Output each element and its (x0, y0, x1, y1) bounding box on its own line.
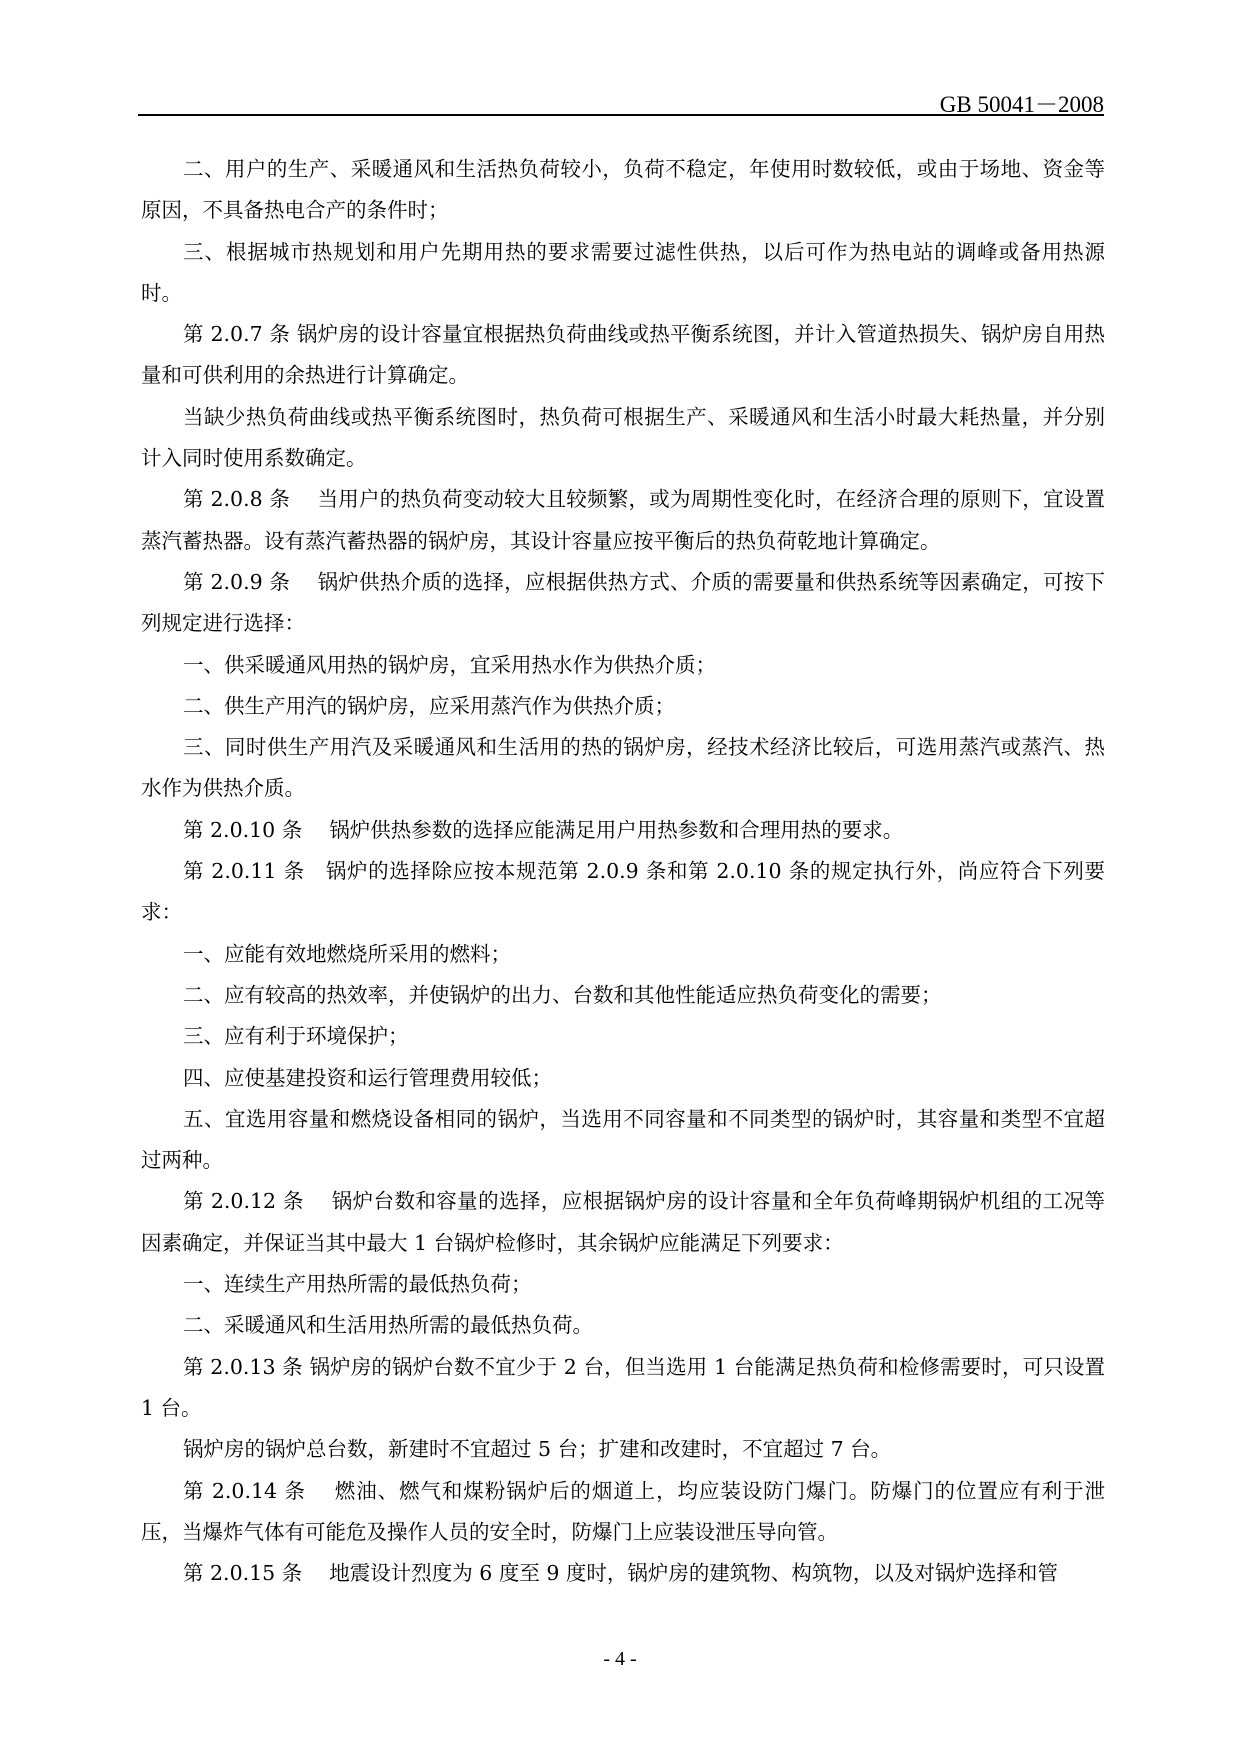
list-item: 四、应使基建投资和运行管理费用较低； (183, 1065, 552, 1090)
page-header (138, 82, 1104, 116)
list-item: 五、宜选用容量和燃烧设备相同的锅炉，当选用不同容量和不同类型的锅炉时，其容量和类型不宜超过两种。 (141, 1106, 1105, 1173)
clause-2-0-7: 第 2.0.7 条 锅炉房的设计容量宜根据热负荷曲线或热平衡系统图，并计入管道热损失、锅炉房自用热量和可供利用的余热进行计算确定。 (141, 322, 1105, 388)
clause-2-0-8: 第 2.0.8 条 当用户的热负荷变动较大且较频繁，或为周期性变化时，在经济合理的原则下，宜设置蒸汽蓄热器。设有蒸汽蓄热器的锅炉房，其设计容量应按平衡后的热负荷乾地计算确定。 (141, 487, 1105, 553)
page-number: - 4 - (603, 1648, 637, 1670)
clause-2-0-11: 第 2.0.11 条 锅炉的选择除应按本规范第 2.0.9 条和第 2.0.10 条的规定执行外，尚应符合下列要求： (141, 859, 1105, 925)
list-item: 二、采暖通风和生活用热所需的最低热负荷。 (183, 1313, 593, 1338)
clause-2-0-15: 第 2.0.15 条 地震设计烈度为 6 度至 9 度时，锅炉房的建筑物、构筑物，以及对锅炉选择和管 (183, 1561, 1058, 1586)
list-item: 一、连续生产用热所需的最低热负荷； (183, 1272, 532, 1297)
paragraph: 锅炉房的锅炉总台数，新建时不宜超过 5 台；扩建和改建时，不宜超过 7 台。 (183, 1437, 892, 1462)
list-item: 三、同时供生产用汽及采暖通风和生活用的热的锅炉房，经技术经济比较后，可选用蒸汽或蒸汽、热水作为供热介质。 (141, 735, 1105, 801)
list-item: 一、应能有效地燃烧所采用的燃料； (183, 941, 511, 966)
standard-code: GB 50041－2008 (939, 92, 1104, 117)
paragraph: 三、根据城市热规划和用户先期用热的要求需要过滤性供热，以后可作为热电站的调峰或备用热源时。 (141, 239, 1105, 305)
list-item: 三、应有利于环境保护； (183, 1024, 409, 1049)
clause-2-0-10: 第 2.0.10 条 锅炉供热参数的选择应能满足用户用热参数和合理用热的要求。 (183, 817, 904, 842)
list-item: 二、供生产用汽的锅炉房，应采用蒸汽作为供热介质； (183, 693, 675, 718)
clause-2-0-12: 第 2.0.12 条 锅炉台数和容量的选择，应根据锅炉房的设计容量和全年负荷峰期锅炉机组的工况等因素确定，并保证当其中最大 1 台锅炉检修时，其余锅炉应能满足下列要求： (141, 1189, 1105, 1255)
clause-2-0-14: 第 2.0.14 条 燃油、燃气和煤粉锅炉后的烟道上，均应装设防门爆门。防爆门的位置应有利于泄压，当爆炸气体有可能危及操作人员的安全时，防爆门上应装设泄压导向管。 (141, 1478, 1105, 1544)
paragraph: 当缺少热负荷曲线或热平衡系统图时，热负荷可根据生产、采暖通风和生活小时最大耗热量，并分别计入同时使用系数确定。 (141, 404, 1105, 471)
clause-2-0-9: 第 2.0.9 条 锅炉供热介质的选择，应根据供热方式、介质的需要量和供热系统等因素确定，可按下列规定进行选择： (141, 569, 1105, 636)
clause-2-0-13: 第 2.0.13 条 锅炉房的锅炉台数不宜少于 2 台，但当选用 1 台能满足热负荷和检修需要时，可只设置 1 台。 (141, 1354, 1105, 1420)
document-body (141, 149, 1105, 1594)
list-item: 二、应有较高的热效率，并使锅炉的出力、台数和其他性能适应热负荷变化的需要； (183, 982, 942, 1007)
paragraph: 二、用户的生产、采暖通风和生活热负荷较小，负荷不稳定，年使用时数较低，或由于场地、资金等原因，不具备热电合产的条件时； (141, 157, 1105, 223)
list-item: 一、供采暖通风用热的锅炉房，宜采用热水作为供热介质； (183, 652, 716, 677)
